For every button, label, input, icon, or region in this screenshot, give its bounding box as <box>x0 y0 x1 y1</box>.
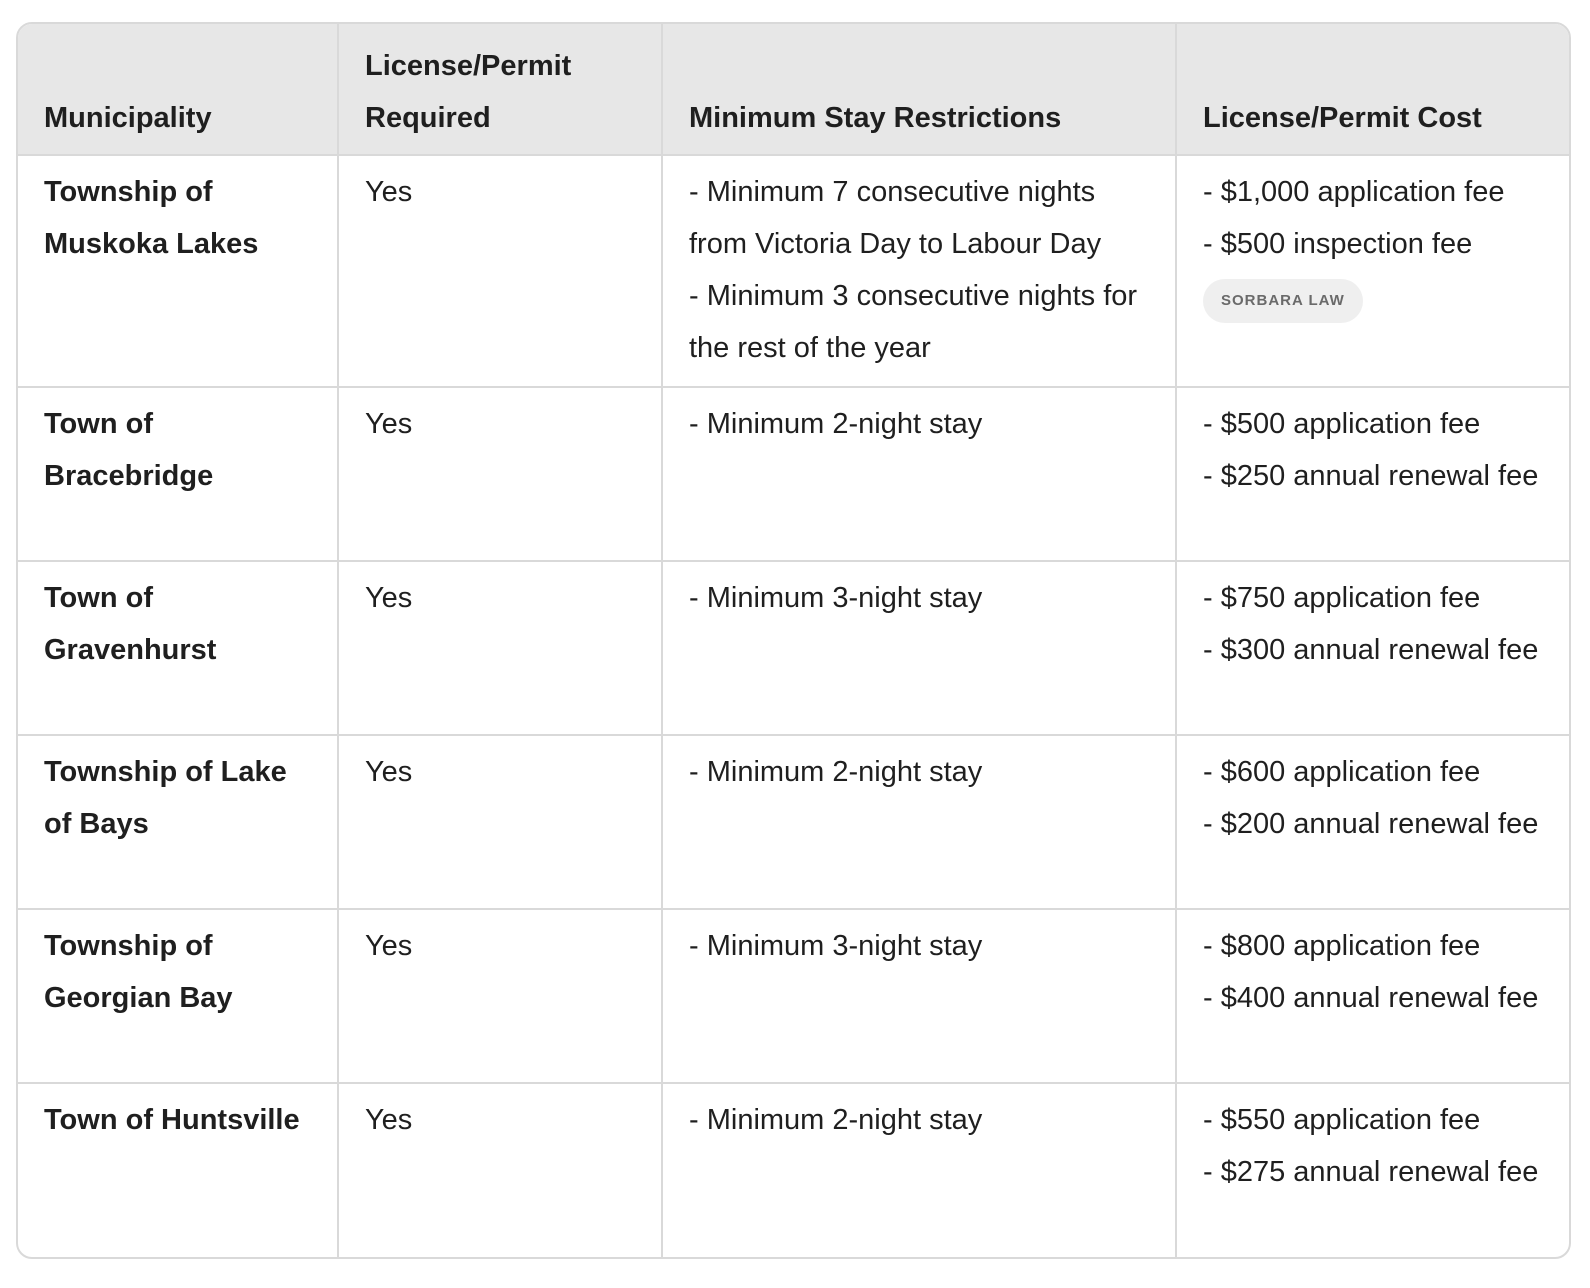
municipality-cell: Town of Huntsville <box>18 1083 338 1257</box>
table-row <box>18 909 1569 1083</box>
cost-line: - $750 application fee <box>1203 582 1481 614</box>
header-license-required-line1: License/Permit <box>365 50 572 82</box>
required-cell: Yes <box>338 909 662 1083</box>
cost-cell <box>1176 1083 1569 1257</box>
municipality-cell: Township of Lake of Bays <box>18 735 338 909</box>
min-stay-line: - Minimum 2-night stay <box>689 756 983 788</box>
cost-line: - $600 application fee <box>1203 756 1481 788</box>
table-row <box>18 1083 1569 1257</box>
cost-line: - $1,000 application fee <box>1203 176 1505 208</box>
required-cell: Yes <box>338 1083 662 1257</box>
min-stay-line: - Minimum 7 consecutive nights from Victoria Day to Labour Day <box>689 176 1102 260</box>
min-stay-line: - Minimum 2-night stay <box>689 1104 983 1136</box>
cost-cell <box>1176 909 1569 1083</box>
required-cell: Yes <box>338 561 662 735</box>
table-row <box>18 561 1569 735</box>
cost-cell <box>1176 561 1569 735</box>
cost-line: - $500 application fee <box>1203 408 1481 440</box>
cost-line: - $400 annual renewal fee <box>1203 982 1539 1014</box>
header-license-required-line2: Required <box>365 102 491 134</box>
cost-line: - $550 application fee <box>1203 1104 1481 1136</box>
required-cell: Yes <box>338 387 662 561</box>
cost-cell <box>1176 387 1569 561</box>
min-stay-cell <box>662 909 1176 1083</box>
cost-line: - $300 annual renewal fee <box>1203 634 1539 666</box>
cost-line: - $275 annual renewal fee <box>1203 1156 1539 1188</box>
comparison-table <box>18 24 1569 1257</box>
min-stay-line: - Minimum 3-night stay <box>689 930 983 962</box>
municipality-cell: Township of Georgian Bay <box>18 909 338 1083</box>
license-table <box>16 22 1571 1259</box>
cost-cell <box>1176 735 1569 909</box>
min-stay-cell <box>662 1083 1176 1257</box>
min-stay-line: - Minimum 3-night stay <box>689 582 983 614</box>
min-stay-line: - Minimum 2-night stay <box>689 408 983 440</box>
header-license-required <box>338 24 662 155</box>
cost-cell <box>1176 155 1569 387</box>
header-row <box>18 24 1569 155</box>
table-row <box>18 735 1569 909</box>
municipality-cell: Township of Muskoka Lakes <box>18 155 338 387</box>
min-stay-cell <box>662 155 1176 387</box>
required-cell: Yes <box>338 735 662 909</box>
min-stay-cell <box>662 387 1176 561</box>
table-row <box>18 387 1569 561</box>
cost-line: - $500 inspection fee <box>1203 228 1473 260</box>
min-stay-cell <box>662 561 1176 735</box>
cost-line: - $800 application fee <box>1203 930 1481 962</box>
table-row <box>18 155 1569 387</box>
municipality-cell: Town of Gravenhurst <box>18 561 338 735</box>
source-badge[interactable]: SORBARA LAW <box>1203 279 1363 323</box>
header-cost: License/Permit Cost <box>1176 24 1569 155</box>
cost-line: - $200 annual renewal fee <box>1203 808 1539 840</box>
header-min-stay: Minimum Stay Restrictions <box>662 24 1176 155</box>
cost-line: - $250 annual renewal fee <box>1203 460 1539 492</box>
header-municipality: Municipality <box>18 24 338 155</box>
min-stay-line: - Minimum 3 consecutive nights for the rest of the year <box>689 280 1138 364</box>
min-stay-cell <box>662 735 1176 909</box>
municipality-cell: Town of Bracebridge <box>18 387 338 561</box>
required-cell: Yes <box>338 155 662 387</box>
